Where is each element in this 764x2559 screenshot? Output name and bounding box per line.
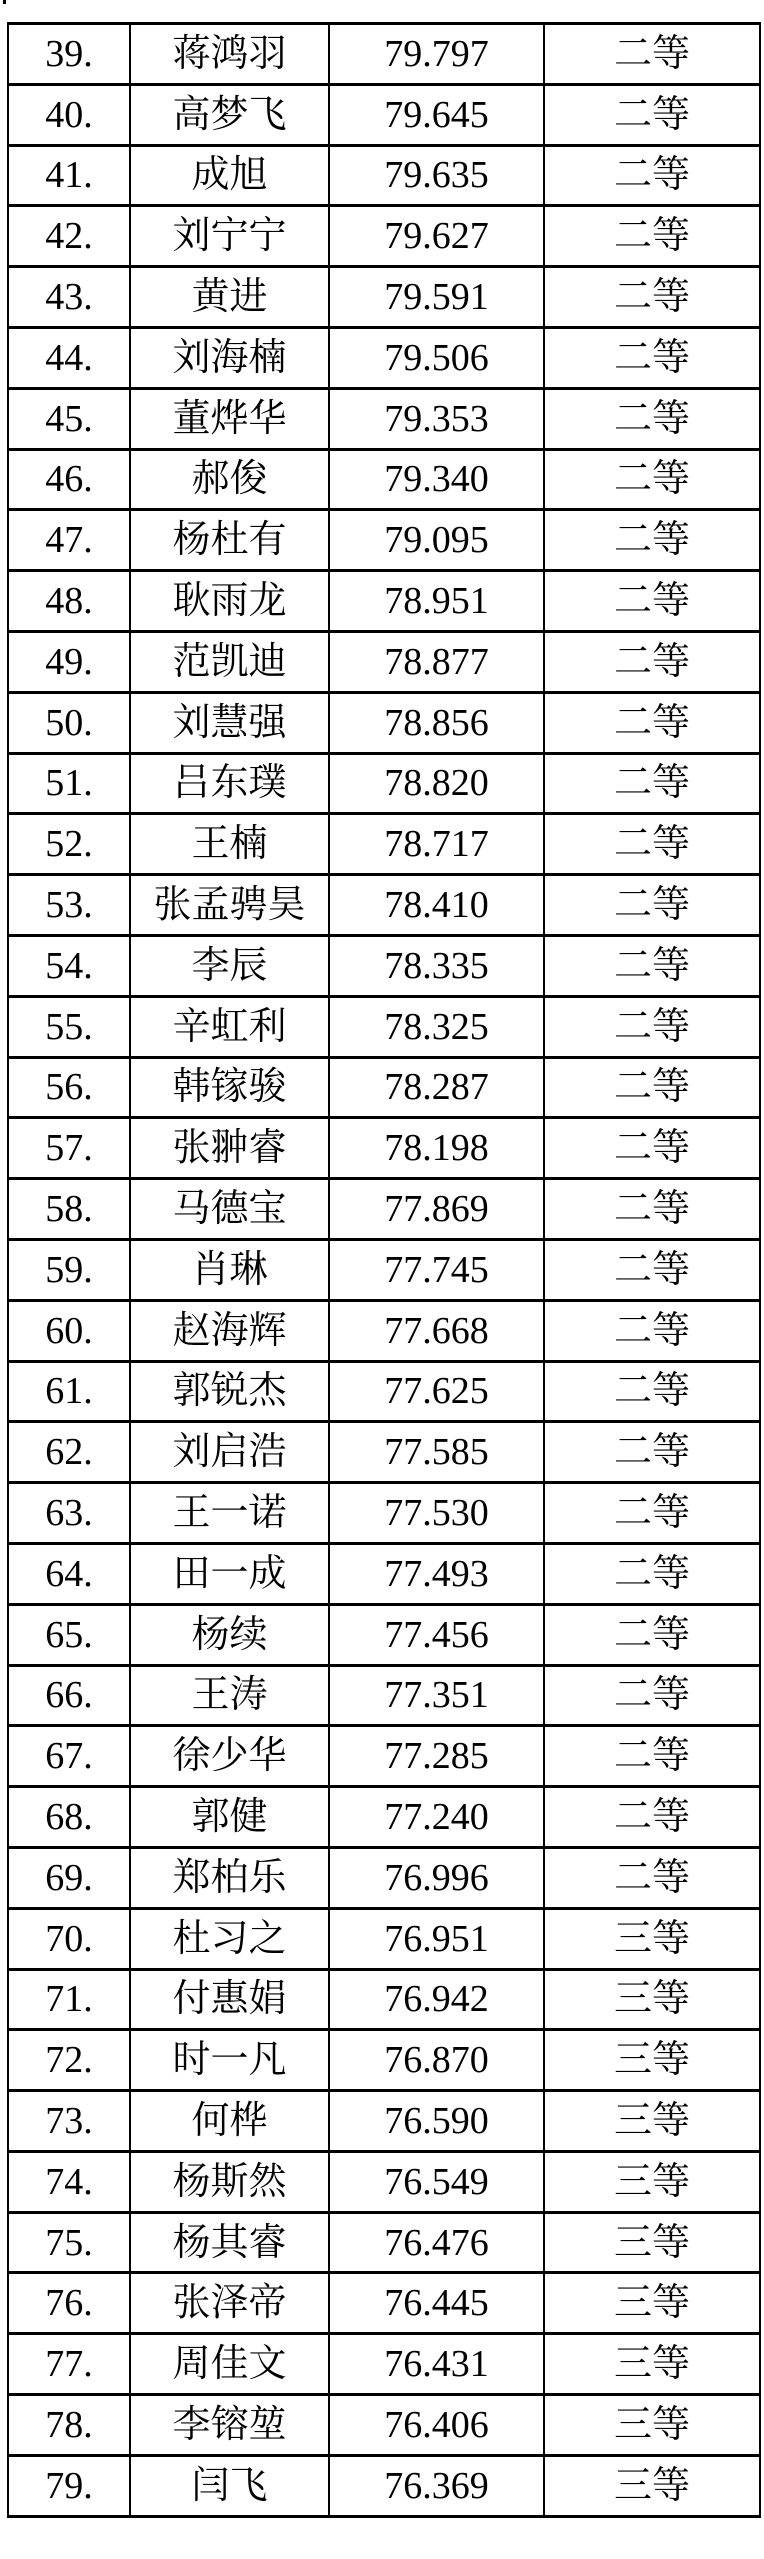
rank-cell: 48.	[8, 571, 130, 632]
name-cell: 耿雨龙	[130, 571, 329, 632]
table-row	[8, 1908, 760, 1969]
name-cell: 王楠	[130, 814, 329, 875]
name-cell: 郭锐杰	[130, 1361, 329, 1422]
table-row	[8, 1847, 760, 1908]
grade-cell: 三等	[544, 2030, 760, 2091]
score-cell: 78.335	[329, 935, 544, 996]
grade-cell: 三等	[544, 2212, 760, 2273]
rank-cell: 50.	[8, 692, 130, 753]
name-cell: 李镕堃	[130, 2395, 329, 2456]
table-row	[8, 753, 760, 814]
grade-cell: 三等	[544, 2395, 760, 2456]
rank-cell: 64.	[8, 1543, 130, 1604]
table-row	[8, 1179, 760, 1240]
table-body	[8, 24, 760, 2517]
score-cell: 76.590	[329, 2091, 544, 2152]
rank-cell: 70.	[8, 1908, 130, 1969]
score-cell: 76.549	[329, 2151, 544, 2212]
score-cell: 77.351	[329, 1665, 544, 1726]
name-cell: 董烨华	[130, 388, 329, 449]
table-row	[8, 145, 760, 206]
score-cell: 78.820	[329, 753, 544, 814]
name-cell: 付惠娟	[130, 1969, 329, 2030]
table-row	[8, 1422, 760, 1483]
rank-cell: 60.	[8, 1300, 130, 1361]
score-cell: 78.198	[329, 1118, 544, 1179]
name-cell: 刘宁宁	[130, 206, 329, 267]
score-cell: 79.506	[329, 327, 544, 388]
score-cell: 79.627	[329, 206, 544, 267]
grade-cell: 二等	[544, 1726, 760, 1787]
grade-cell: 三等	[544, 2334, 760, 2395]
table-row	[8, 996, 760, 1057]
rank-cell: 61.	[8, 1361, 130, 1422]
score-cell: 79.635	[329, 145, 544, 206]
table-row	[8, 24, 760, 85]
score-cell: 77.285	[329, 1726, 544, 1787]
grade-cell: 二等	[544, 1787, 760, 1848]
score-cell: 77.668	[329, 1300, 544, 1361]
grade-cell: 二等	[544, 1118, 760, 1179]
grade-cell: 二等	[544, 571, 760, 632]
score-cell: 76.476	[329, 2212, 544, 2273]
rank-cell: 71.	[8, 1969, 130, 2030]
grade-cell: 三等	[544, 2273, 760, 2334]
name-cell: 杜习之	[130, 1908, 329, 1969]
rank-cell: 73.	[8, 2091, 130, 2152]
score-cell: 77.456	[329, 1604, 544, 1665]
rank-cell: 46.	[8, 449, 130, 510]
rank-cell: 53.	[8, 875, 130, 936]
grade-cell: 二等	[544, 996, 760, 1057]
name-cell: 杨续	[130, 1604, 329, 1665]
score-cell: 78.856	[329, 692, 544, 753]
rank-cell: 62.	[8, 1422, 130, 1483]
cropped-row-border-remnant	[3, 0, 6, 4]
name-cell: 吕东璞	[130, 753, 329, 814]
score-cell: 76.870	[329, 2030, 544, 2091]
rank-cell: 59.	[8, 1239, 130, 1300]
grade-cell: 二等	[544, 1604, 760, 1665]
name-cell: 杨其睿	[130, 2212, 329, 2273]
score-cell: 76.951	[329, 1908, 544, 1969]
table-row	[8, 875, 760, 936]
rank-cell: 74.	[8, 2151, 130, 2212]
rank-cell: 78.	[8, 2395, 130, 2456]
table-row	[8, 510, 760, 571]
grade-cell: 二等	[544, 24, 760, 85]
table-row	[8, 388, 760, 449]
rank-cell: 56.	[8, 1057, 130, 1118]
grade-cell: 三等	[544, 1908, 760, 1969]
name-cell: 郭健	[130, 1787, 329, 1848]
rank-cell: 39.	[8, 24, 130, 85]
grade-cell: 二等	[544, 814, 760, 875]
rank-cell: 40.	[8, 84, 130, 145]
name-cell: 肖琳	[130, 1239, 329, 1300]
grade-cell: 三等	[544, 1969, 760, 2030]
table-row	[8, 1118, 760, 1179]
table-row	[8, 2212, 760, 2273]
table-row	[8, 1057, 760, 1118]
table-row	[8, 84, 760, 145]
grade-cell: 二等	[544, 510, 760, 571]
grade-cell: 二等	[544, 631, 760, 692]
name-cell: 刘海楠	[130, 327, 329, 388]
score-cell: 76.445	[329, 2273, 544, 2334]
rank-cell: 66.	[8, 1665, 130, 1726]
score-cell: 77.530	[329, 1483, 544, 1544]
name-cell: 张泽帝	[130, 2273, 329, 2334]
score-cell: 79.340	[329, 449, 544, 510]
table-row	[8, 2151, 760, 2212]
name-cell: 范凯迪	[130, 631, 329, 692]
grade-cell: 二等	[544, 1179, 760, 1240]
score-cell: 77.625	[329, 1361, 544, 1422]
score-cell: 79.797	[329, 24, 544, 85]
grade-cell: 二等	[544, 935, 760, 996]
name-cell: 田一成	[130, 1543, 329, 1604]
grade-cell: 二等	[544, 327, 760, 388]
name-cell: 郑柏乐	[130, 1847, 329, 1908]
grade-cell: 三等	[544, 2455, 760, 2516]
table-row	[8, 206, 760, 267]
grade-cell: 二等	[544, 692, 760, 753]
grade-cell: 二等	[544, 388, 760, 449]
grade-cell: 二等	[544, 753, 760, 814]
rank-cell: 63.	[8, 1483, 130, 1544]
rank-cell: 41.	[8, 145, 130, 206]
table-row	[8, 2455, 760, 2516]
table-row	[8, 1665, 760, 1726]
score-cell: 76.369	[329, 2455, 544, 2516]
rank-cell: 76.	[8, 2273, 130, 2334]
score-cell: 78.410	[329, 875, 544, 936]
grade-cell: 二等	[544, 449, 760, 510]
score-cell: 77.585	[329, 1422, 544, 1483]
rank-cell: 52.	[8, 814, 130, 875]
rank-cell: 65.	[8, 1604, 130, 1665]
grade-cell: 二等	[544, 1847, 760, 1908]
rank-cell: 58.	[8, 1179, 130, 1240]
name-cell: 高梦飞	[130, 84, 329, 145]
score-cell: 77.240	[329, 1787, 544, 1848]
name-cell: 何桦	[130, 2091, 329, 2152]
rank-cell: 54.	[8, 935, 130, 996]
table-row	[8, 631, 760, 692]
grade-cell: 二等	[544, 84, 760, 145]
name-cell: 时一凡	[130, 2030, 329, 2091]
table-row	[8, 571, 760, 632]
table-row	[8, 1969, 760, 2030]
score-cell: 76.431	[329, 2334, 544, 2395]
table-row	[8, 2030, 760, 2091]
name-cell: 韩镓骏	[130, 1057, 329, 1118]
grade-cell: 二等	[544, 1422, 760, 1483]
score-cell: 78.877	[329, 631, 544, 692]
rank-cell: 79.	[8, 2455, 130, 2516]
rank-cell: 69.	[8, 1847, 130, 1908]
table-row	[8, 1361, 760, 1422]
rank-cell: 72.	[8, 2030, 130, 2091]
name-cell: 杨斯然	[130, 2151, 329, 2212]
grade-cell: 二等	[544, 1483, 760, 1544]
rank-cell: 77.	[8, 2334, 130, 2395]
table-row	[8, 1300, 760, 1361]
name-cell: 周佳文	[130, 2334, 329, 2395]
table-row	[8, 2395, 760, 2456]
rank-cell: 75.	[8, 2212, 130, 2273]
name-cell: 蒋鸿羽	[130, 24, 329, 85]
score-cell: 77.493	[329, 1543, 544, 1604]
grade-cell: 二等	[544, 1361, 760, 1422]
name-cell: 辛虹利	[130, 996, 329, 1057]
name-cell: 黄进	[130, 267, 329, 328]
grade-cell: 三等	[544, 2151, 760, 2212]
table-row	[8, 1483, 760, 1544]
table-row	[8, 267, 760, 328]
rank-cell: 45.	[8, 388, 130, 449]
name-cell: 成旭	[130, 145, 329, 206]
score-cell: 76.996	[329, 1847, 544, 1908]
table-row	[8, 1543, 760, 1604]
grade-cell: 二等	[544, 1543, 760, 1604]
score-cell: 79.095	[329, 510, 544, 571]
table-row	[8, 1787, 760, 1848]
name-cell: 杨杜有	[130, 510, 329, 571]
table-row	[8, 327, 760, 388]
grade-cell: 二等	[544, 145, 760, 206]
name-cell: 徐少华	[130, 1726, 329, 1787]
rank-cell: 43.	[8, 267, 130, 328]
table-row	[8, 1726, 760, 1787]
grade-cell: 二等	[544, 1665, 760, 1726]
grade-cell: 二等	[544, 1239, 760, 1300]
grade-cell: 二等	[544, 875, 760, 936]
table-row	[8, 1239, 760, 1300]
score-cell: 76.942	[329, 1969, 544, 2030]
rank-cell: 47.	[8, 510, 130, 571]
name-cell: 闫飞	[130, 2455, 329, 2516]
name-cell: 赵海辉	[130, 1300, 329, 1361]
score-cell: 78.951	[329, 571, 544, 632]
table-row	[8, 2334, 760, 2395]
table-row	[8, 814, 760, 875]
score-cell: 79.645	[329, 84, 544, 145]
score-cell: 79.591	[329, 267, 544, 328]
score-cell: 78.287	[329, 1057, 544, 1118]
table-row	[8, 2273, 760, 2334]
rank-cell: 55.	[8, 996, 130, 1057]
score-cell: 77.869	[329, 1179, 544, 1240]
table-row	[8, 449, 760, 510]
score-cell: 78.717	[329, 814, 544, 875]
name-cell: 刘慧强	[130, 692, 329, 753]
grade-cell: 二等	[544, 206, 760, 267]
score-cell: 77.745	[329, 1239, 544, 1300]
grade-cell: 二等	[544, 1300, 760, 1361]
name-cell: 马德宝	[130, 1179, 329, 1240]
name-cell: 李辰	[130, 935, 329, 996]
rank-cell: 68.	[8, 1787, 130, 1848]
grade-cell: 二等	[544, 267, 760, 328]
table-row	[8, 692, 760, 753]
score-cell: 79.353	[329, 388, 544, 449]
name-cell: 郝俊	[130, 449, 329, 510]
rank-cell: 51.	[8, 753, 130, 814]
rank-cell: 57.	[8, 1118, 130, 1179]
ranking-table	[7, 22, 761, 2518]
table-row	[8, 1604, 760, 1665]
score-cell: 78.325	[329, 996, 544, 1057]
table-row	[8, 935, 760, 996]
grade-cell: 三等	[544, 2091, 760, 2152]
ranking-table-container	[7, 22, 759, 2518]
name-cell: 张翀睿	[130, 1118, 329, 1179]
score-cell: 76.406	[329, 2395, 544, 2456]
name-cell: 刘启浩	[130, 1422, 329, 1483]
rank-cell: 42.	[8, 206, 130, 267]
name-cell: 王一诺	[130, 1483, 329, 1544]
name-cell: 王涛	[130, 1665, 329, 1726]
name-cell: 张孟骋昊	[130, 875, 329, 936]
table-row	[8, 2091, 760, 2152]
grade-cell: 二等	[544, 1057, 760, 1118]
rank-cell: 44.	[8, 327, 130, 388]
rank-cell: 49.	[8, 631, 130, 692]
rank-cell: 67.	[8, 1726, 130, 1787]
